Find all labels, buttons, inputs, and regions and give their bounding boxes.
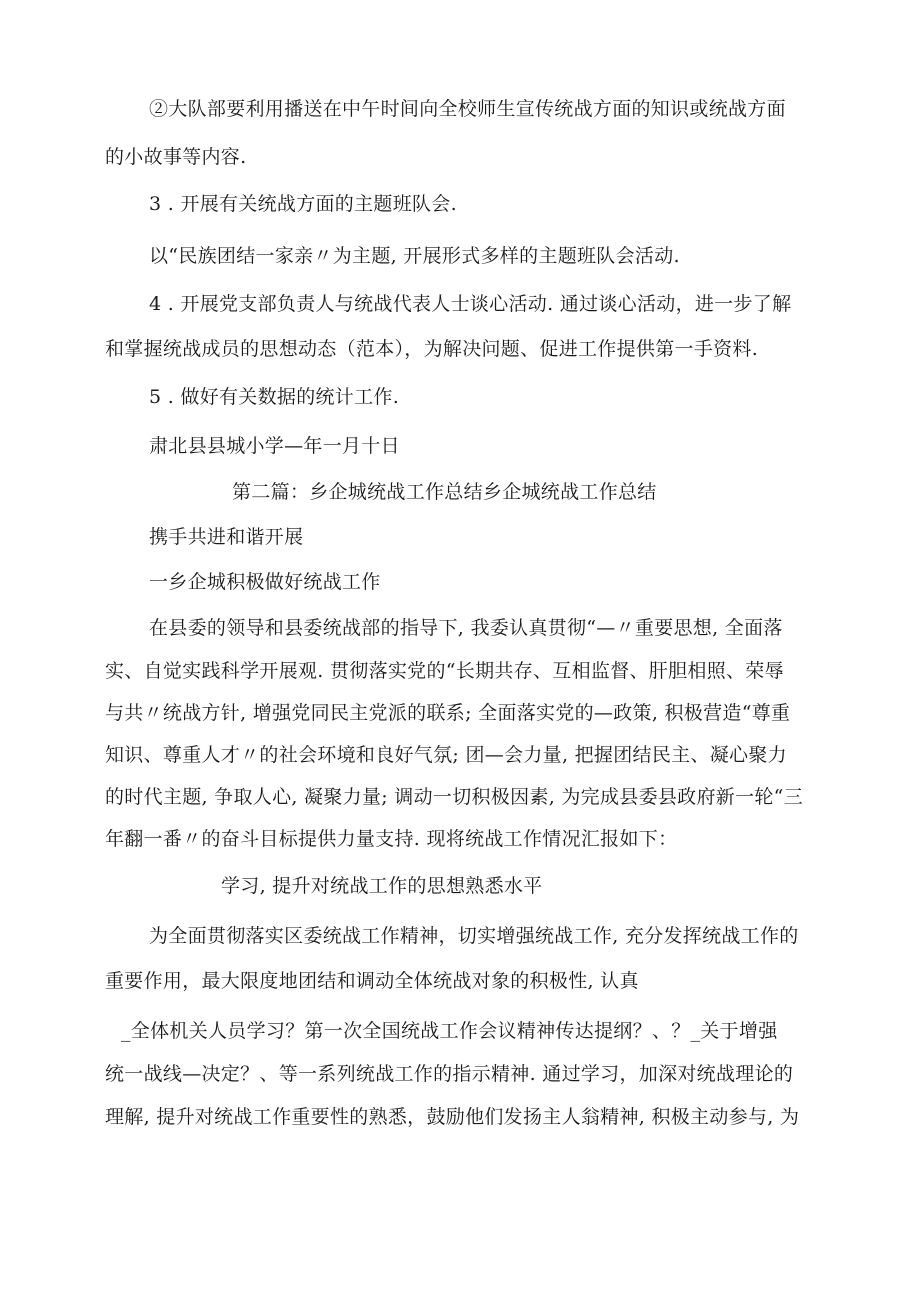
subtitle: 一乡企城积极做好统战工作 — [149, 571, 381, 593]
section-heading: 5 . 做好有关数据的统计工作. — [149, 386, 400, 408]
paragraph-line: 与共〃统战方针, 增强党同民主党派的联系; 全面落实党的—政策, 积极营造“尊重 — [105, 702, 791, 724]
paragraph-line: 的时代主题, 争取人心, 凝聚力量; 调动一切积极因素, 为完成县委县政府新一轮“三 — [105, 786, 803, 808]
date-line: 肃北县县城小学—年一月十日 — [149, 435, 400, 457]
paragraph-line: 知识、尊重人才〃的社会环境和良好气氛; 团—会力量, 把握团结民主、凝心聚力 — [105, 744, 787, 766]
paragraph-line: _全体机关人员学习？第一次全国统战工作会议精神传达提纲？、？_关于增强 — [121, 1020, 778, 1042]
subtitle: 携手共进和谐开展 — [149, 526, 304, 548]
paragraph-line: 年翻一番〃的奋斗目标提供力量支持. 现将统战工作情况汇报如下： — [105, 828, 678, 850]
paragraph-line: 重要作用，最大限度地团结和调动全体统战对象的积极性, 认真 — [105, 970, 639, 992]
chapter-title: 第二篇：乡企城统战工作总结乡企城统战工作总结 — [232, 481, 657, 503]
paragraph-line: 和掌握统战成员的思想动态（范本），为解决问题、促进工作提供第一手资料. — [105, 338, 759, 360]
paragraph-line: ②大队部要利用播送在中午时间向全校师生宣传统战方面的知识或统战方面 — [149, 98, 786, 120]
section-heading: 3 . 开展有关统战方面的主题班队会. — [149, 193, 457, 215]
paragraph-line: 理解, 提升对统战工作重要性的熟悉，鼓励他们发扬主人翁精神, 积极主动参与, 为 — [105, 1106, 800, 1128]
paragraph-line: 实、自觉实践科学开展观. 贯彻落实党的“长期共存、互相监督、肝胆相照、荣辱 — [105, 660, 784, 682]
paragraph-line: 在县委的领导和县委统战部的指导下, 我委认真贯彻“—〃重要思想, 全面落 — [149, 617, 783, 639]
paragraph-line: 以“民族团结一家亲〃为主题, 开展形式多样的主题班队会活动. — [149, 245, 680, 267]
paragraph-line: 统一战线—决定？、等一系列统战工作的指示精神. 通过学习，加深对统战理论的 — [105, 1063, 794, 1085]
section-heading: 学习, 提升对统战工作的思想熟悉水平 — [221, 875, 543, 897]
paragraph-line: 4 . 开展党支部负责人与统战代表人士谈心活动. 通过谈心活动，进一步了解 — [149, 293, 792, 315]
paragraph-line: 为全面贯彻落实区委统战工作精神，切实增强统战工作, 充分发挥统战工作的 — [149, 925, 799, 947]
paragraph-line: 的小故事等内容. — [105, 146, 247, 168]
